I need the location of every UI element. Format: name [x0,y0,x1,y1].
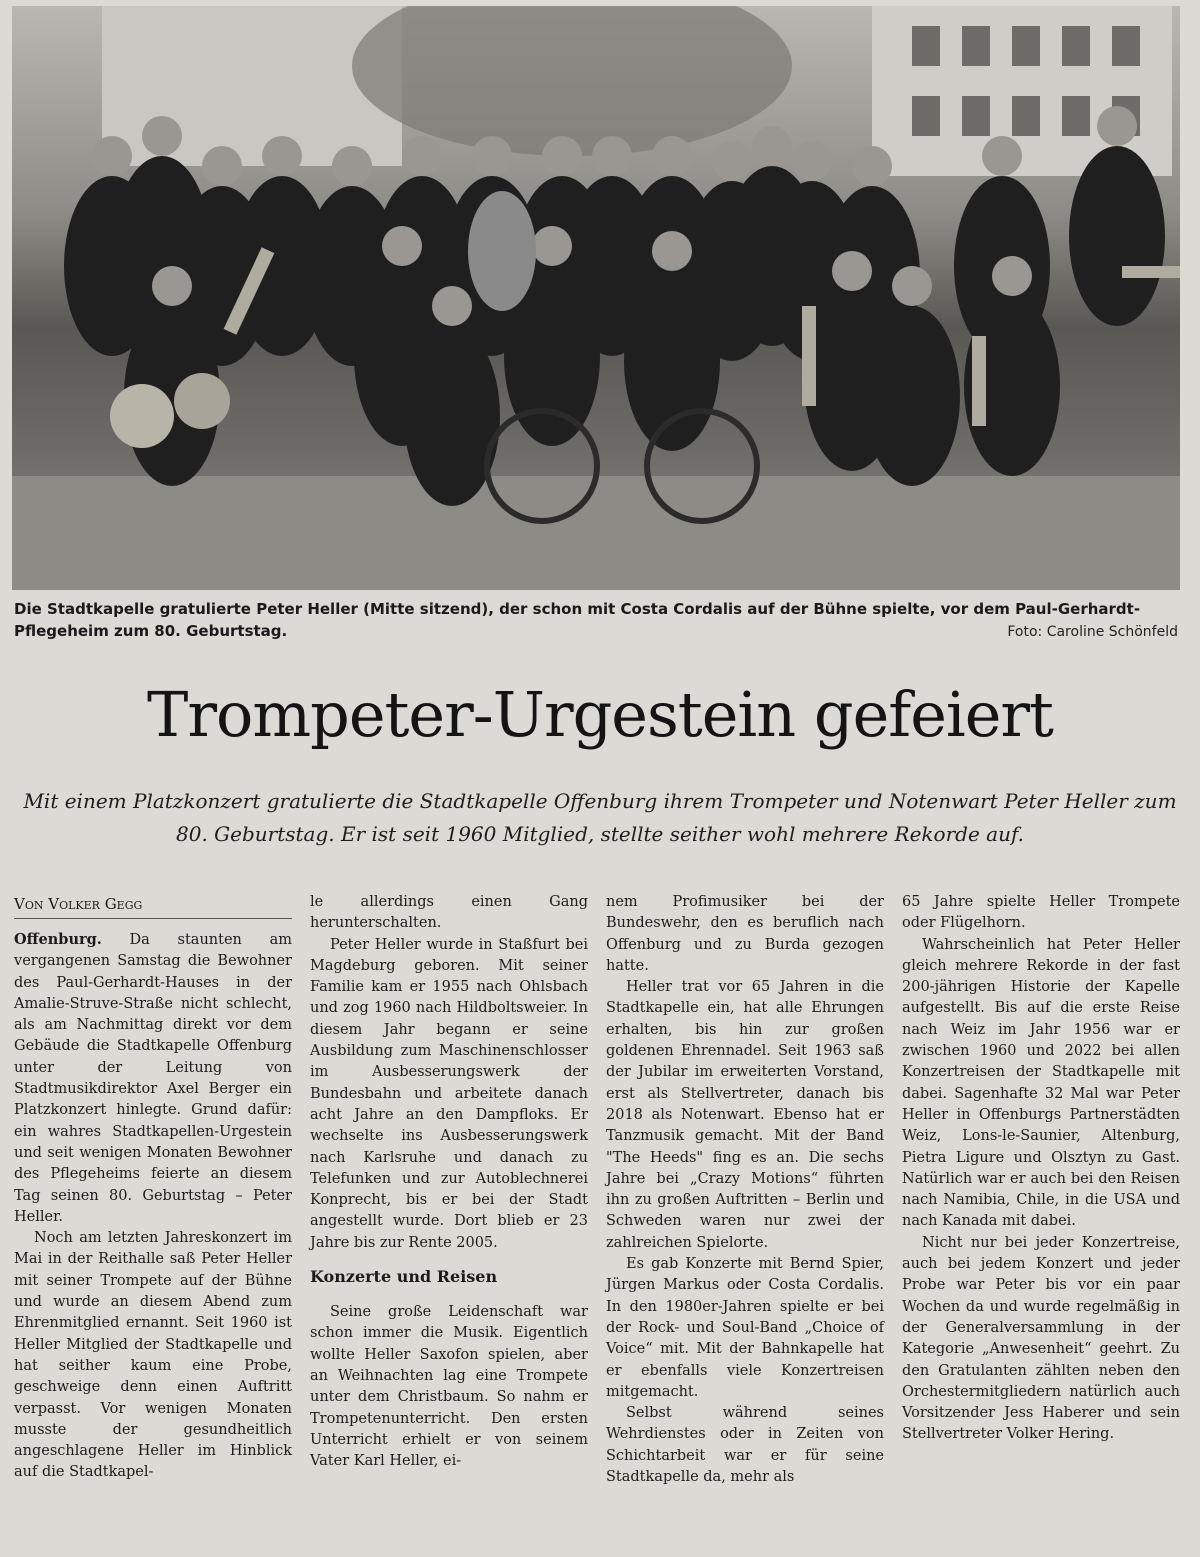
photo-caption: Die Stadtkapelle gratulierte Peter Heller (Mitte sitzend), der schon mit Costa Cordalis auf der Bühne spielte, vor dem Paul-Gerhardt-Pflegeheim zum 80. Geburtstag. [14,600,1141,640]
article-paragraph: nem Profimusiker bei der Bundeswehr, den es beruflich nach Offenburg und zu Burda gezogen hatte. [606,894,884,974]
article-paragraph [14,929,292,1228]
article-column-3 [606,892,884,1488]
article-paragraph: Noch am letzten Jahreskonzert im Mai in der Reithalle saß Peter Heller mit seiner Trompete auf der Bühne und wurde an diesem Abend zum Ehrenmitglied ernannt. Seit 1960 ist Heller Mitglied der Stadtkapelle und hat seither kaum eine Probe, geschweige denn einen Auftritt verpasst. Vor wenigen Monaten musste der gesundheitlich angeschlagene Heller im Hinblick auf die Stadtkapel- [14,1230,292,1481]
article-paragraph: le allerdings einen Gang herunterschalten. [310,894,588,932]
article-paragraph: Wahrscheinlich hat Peter Heller gleich mehrere Rekorde in der fast 200-jährigen Historie der Kapelle aufgestellt. Bis auf die erste Reise nach Weiz im Jahr 1956 war er zwischen 1960 und 2022 bei allen Konzertreisen der Stadtkapelle mit dabei. Sagenhafte 32 Mal war Peter Heller in Offenburgs Partnerstädten Weiz, Lons-le-Saunier, Altenburg, Pietra Ligure und Olsztyn zu Gast. Natürlich war er auch bei den Reisen nach Namibia, Chile, in die USA und nach Kanada mit dabei. [902,936,1180,1230]
article-deck: Mit einem Platzkonzert gratulierte die Stadtkapelle Offenburg ihrem Trompeter und Notenwart Peter Heller zum 80. Geburtstag. Er ist seit 1960 Mitglied, stellte seither wohl mehrere Rekorde auf. [23,789,1177,846]
section-subhead: Konzerte und Reisen [310,1267,498,1287]
article-column-2 [310,892,588,1472]
article-paragraph: Heller trat vor 65 Jahren in die Stadtkapelle ein, hat alle Ehrungen erhalten, bis hin zur großen goldenen Ehrennadel. Seit 1963 saß der Jubilar im erweiterten Vorstand, erst als Stellvertreter, danach bis 2018 als Notenwart. Ebenso hat er Tanzmusik gemacht. Mit der Band "The Heeds" fing es an. Die sechs Jahre bei „Crazy Motions“ führten ihn zu großen Auftritten – Berlin und Schweden waren nur zwei der zahlreichen Spielorte. [606,979,884,1251]
photo-credit: Foto: Caroline Schönfeld [1007,624,1178,640]
headline: Trompeter-Urgestein gefeiert [147,678,1053,751]
article-paragraph: Es gab Konzerte mit Bernd Spier, Jürgen Markus oder Costa Cordalis. In den 1980er-Jahren spielte er bei der Rock- und Soul-Band „Choice of Voice“ mit. Mit der Bahnkapelle hat er ebenfalls viele Konzertreisen mitgemacht. [606,1256,884,1400]
dateline: Offenburg. [14,931,102,948]
article-paragraph: 65 Jahre spielte Heller Trompete oder Flügelhorn. [902,894,1180,932]
article-paragraph: Selbst während seines Wehrdienstes oder in Zeiten von Schichtarbeit war er für seine Stadtkapelle da, mehr als [606,1405,884,1486]
byline: Von Volker Gegg [14,892,292,919]
article-paragraph: Peter Heller wurde in Staßfurt bei Magdeburg geboren. Mit seiner Familie kam er 1955 nach Ohlsbach und zog 1960 nach Hildboltsweier. In diesem Jahr begann er seine Ausbildung zum Maschinenschlosser im Ausbesserungswerk der Bundesbahn und arbeitete danach acht Jahre an den Dampfloks. Er wechselte ins Ausbesserungswerk nach Karlsruhe und danach zu Telefunken und zur Autoblechnerei Konprecht, bis er bei der Stadt angestellt wurde. Dort blieb er 23 Jahre bis zur Rente 2005. [310,936,588,1251]
paragraph-text: Da staunten am vergangenen Samstag die Bewohner des Paul-Gerhardt-Hauses in der Amalie-Struve-Straße nicht schlecht, als am Nachmittag direkt vor dem Gebäude die Stadtkapelle Offenburg unter der Leitung von Stadtmusikdirektor Axel Berger ein Platzkonzert hinlegte. Grund dafür: ein wahres Stadtkapellen-Urgestein und seit wenigen Monaten Bewohner des Pflegeheims feierte an diesem Tag seinen 80. Geburtstag – Peter Heller. [14,932,292,1225]
article-column-4 [902,892,1180,1446]
article-paragraph: Seine große Leidenschaft war schon immer die Musik. Eigentlich wollte Heller Saxofon spielen, aber an Weihnachten lag eine Trompete unter dem Christbaum. So nahm er Trompetenunterricht. Den ersten Unterricht erhielt er von seinem Vater Karl Heller, ei- [310,1304,588,1470]
group-photo [12,6,1180,590]
article-column-1 [14,892,292,1484]
group-photo-icon [12,6,1180,590]
article-paragraph: Nicht nur bei jeder Konzertreise, auch bei jedem Konzert und jeder Probe war Peter bis vor ein paar Wochen da und wurde regelmäßig in der Generalversammlung in der Kategorie „Anwesenheit“ geehrt. Zu den Gratulanten zählten neben den Orchestermitgliedern natürlich auch Vorsitzender Jess Haberer und sein Stellvertreter Volker Hering. [902,1234,1180,1443]
